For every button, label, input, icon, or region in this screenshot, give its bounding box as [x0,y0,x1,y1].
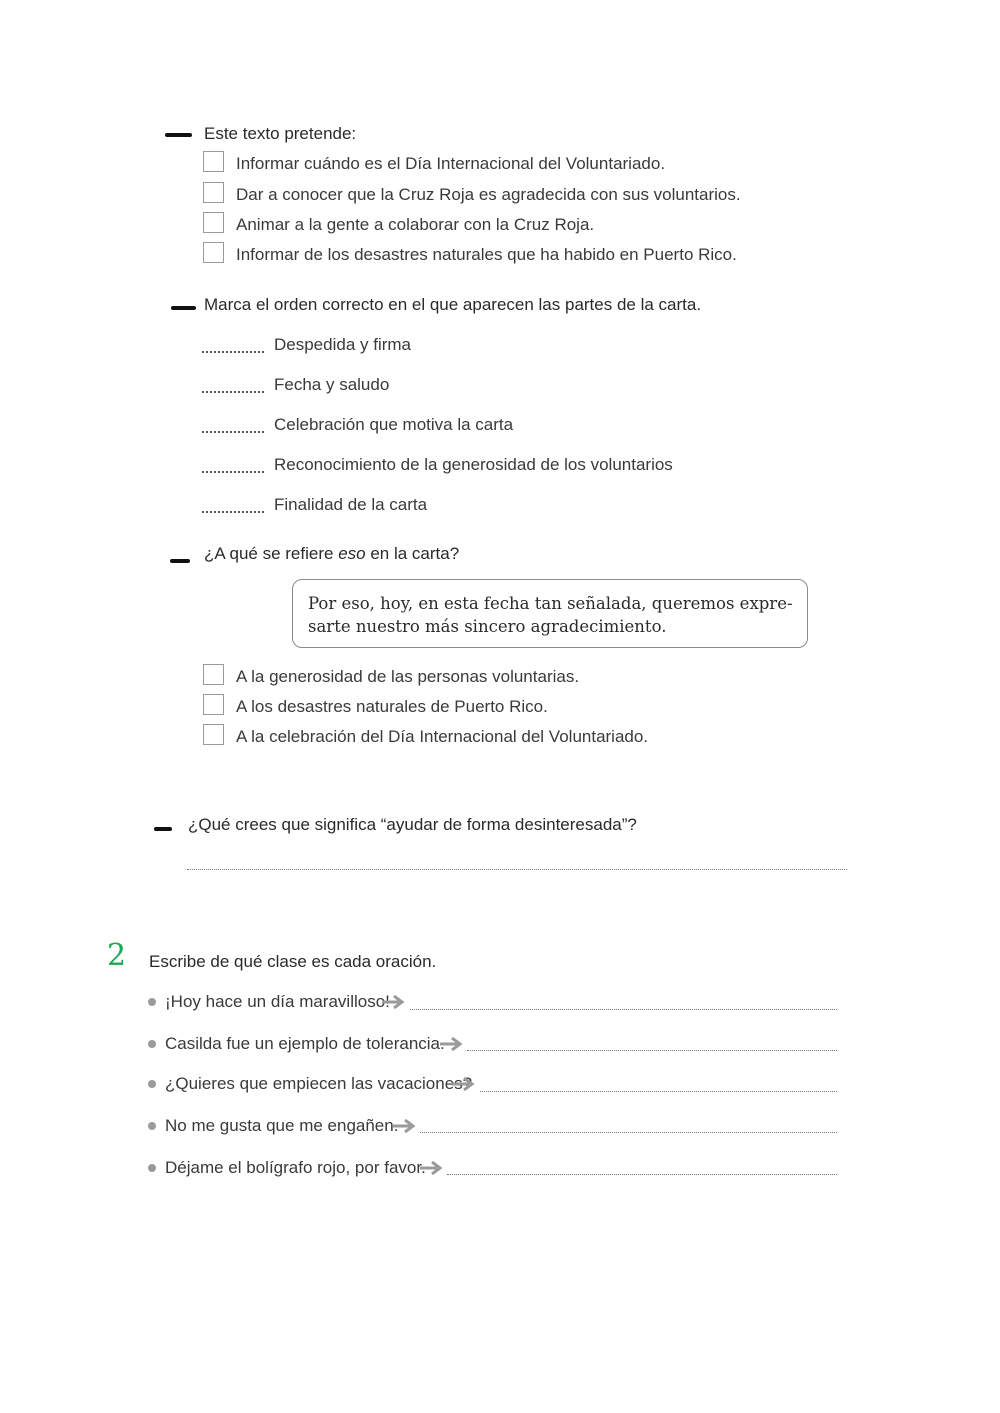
bullet-icon [148,1080,156,1088]
answer-line[interactable] [420,1131,837,1133]
bullet-icon [148,1122,156,1130]
q1-option-2-label: Dar a conocer que la Cruz Roja es agradecida con sus voluntarios. [236,185,741,204]
checkbox-option-4[interactable] [203,242,224,263]
quote-line-2: sarte nuestro más sincero agradecimiento. [308,617,667,636]
checkbox-option-1[interactable] [203,664,224,685]
checkbox-option-3[interactable] [203,724,224,745]
question-4-title: ¿Qué crees que significa “ayudar de forma desinteresada”? [188,815,637,834]
order-answer-blank[interactable] [202,510,264,513]
question-1-title: Este texto pretende: [204,124,357,143]
answer-line[interactable] [410,1008,837,1010]
checkbox-option-3[interactable] [203,212,224,233]
question-3-title-pre: ¿A qué se refiere [204,544,339,563]
sentence-label: ¿Quieres que empiecen las vacaciones? [165,1074,473,1093]
arrow-right-icon [420,1161,444,1175]
order-answer-blank[interactable] [202,350,264,353]
arrow-right-icon [440,1037,464,1051]
order-item-label: Fecha y saludo [274,375,390,394]
question-marker [165,133,192,137]
bullet-icon [148,1164,156,1172]
question-3-title-post: en la carta? [365,544,460,563]
sentence-label: ¡Hoy hace un día maravilloso! [165,992,390,1011]
answer-line[interactable] [480,1090,837,1092]
sentence-label: No me gusta que me engañen. [165,1116,399,1135]
order-answer-blank[interactable] [202,470,264,473]
order-answer-blank[interactable] [202,430,264,433]
q3-option-2-label: A los desastres naturales de Puerto Rico. [236,697,548,716]
exercise-number: 2 [107,938,127,973]
question-2-title: Marca el orden correcto en el que aparecen las partes de la carta. [204,295,702,314]
q3-option-1-label: A la generosidad de las personas voluntarias. [236,667,580,686]
exercise-2-title: Escribe de qué clase es cada oración. [149,952,437,971]
answer-line[interactable] [447,1173,837,1175]
order-item-label: Finalidad de la carta [274,495,428,514]
quote-line-1: Por eso, hoy, en esta fecha tan señalada, queremos expre- [308,594,793,613]
question-marker [170,559,190,563]
order-item-label: Celebración que motiva la carta [274,415,514,434]
quote-box [292,579,808,648]
question-3-title-emphasis: eso [338,544,366,563]
question-marker [154,827,172,831]
checkbox-option-2[interactable] [203,694,224,715]
order-answer-blank[interactable] [202,390,264,393]
arrow-right-icon [382,995,406,1009]
order-item-label: Reconocimiento de la generosidad de los voluntarios [274,455,673,474]
q1-option-3-label: Animar a la gente a colaborar con la Cruz Roja. [236,215,595,234]
arrow-right-icon [452,1077,476,1091]
checkbox-option-2[interactable] [203,182,224,203]
answer-line[interactable] [187,868,847,870]
sentence-label: Déjame el bolígrafo rojo, por favor. [165,1158,426,1177]
arrow-right-icon [393,1119,417,1133]
question-marker [171,306,196,310]
q1-option-1-label: Informar cuándo es el Día Internacional del Voluntariado. [236,154,666,173]
checkbox-option-1[interactable] [203,151,224,172]
order-item-label: Despedida y firma [274,335,412,354]
question-3-title [204,544,459,564]
q3-option-3-label: A la celebración del Día Internacional del Voluntariado. [236,727,649,746]
answer-line[interactable] [467,1049,837,1051]
bullet-icon [148,998,156,1006]
bullet-icon [148,1040,156,1048]
sentence-label: Casilda fue un ejemplo de tolerancia. [165,1034,445,1053]
q1-option-4-label: Informar de los desastres naturales que ha habido en Puerto Rico. [236,245,737,264]
